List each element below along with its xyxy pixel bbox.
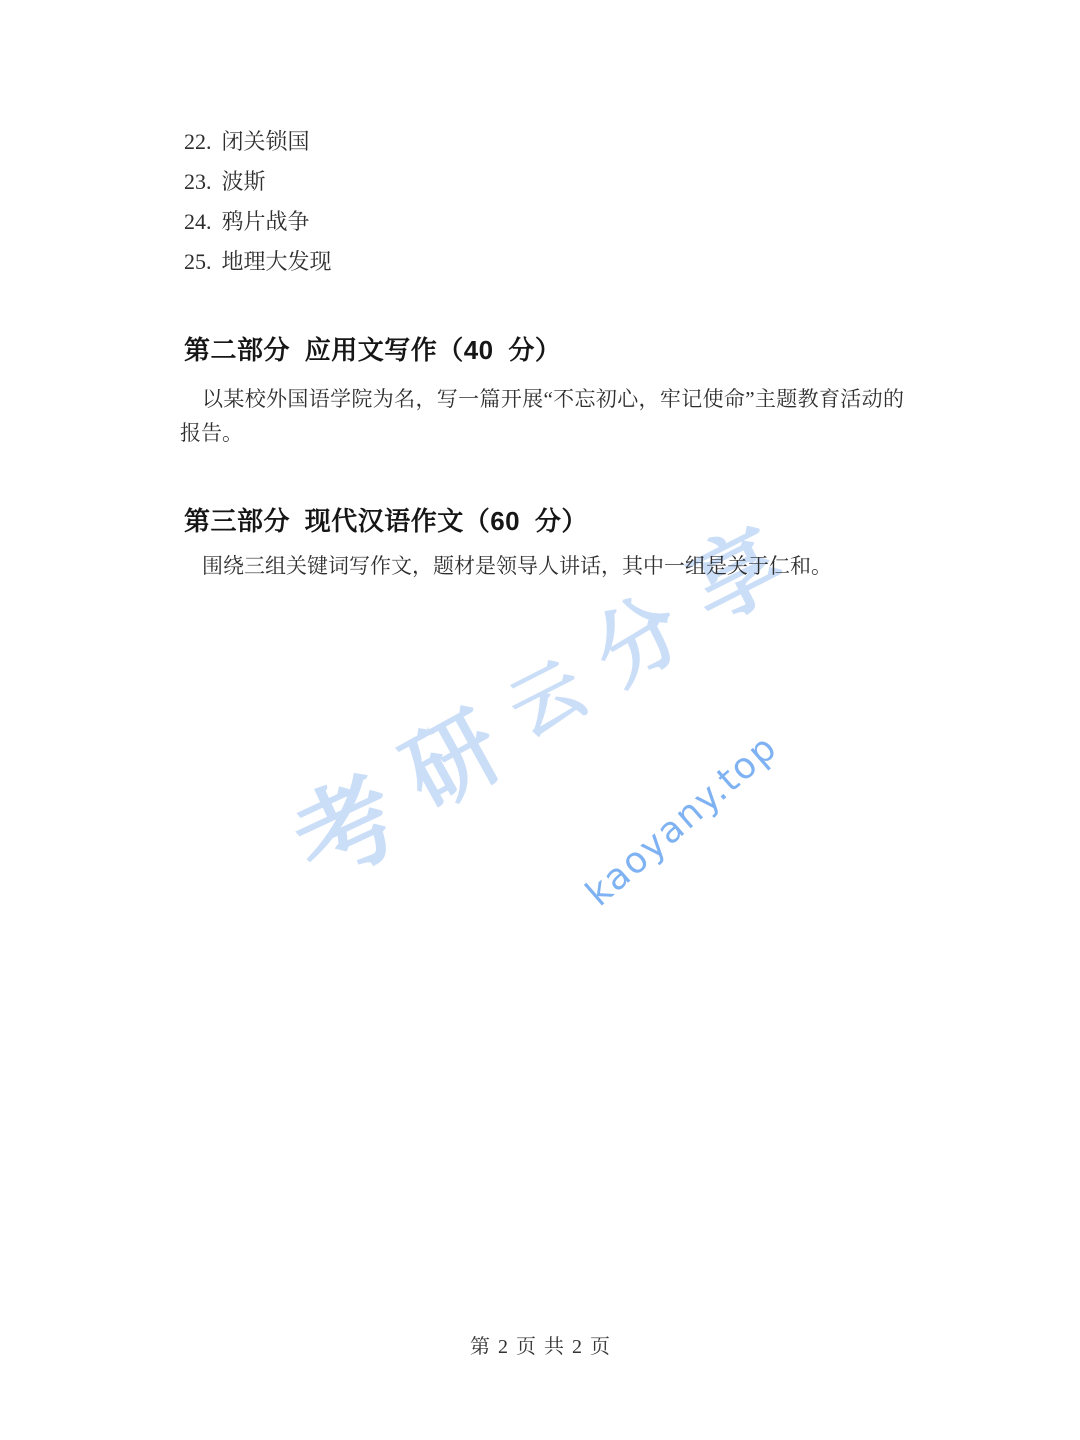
- term-number: 25.: [184, 249, 212, 274]
- list-item: [184, 162, 332, 202]
- term-label: 鸦片战争: [221, 209, 310, 234]
- list-item: [184, 202, 332, 242]
- term-list: [184, 122, 332, 282]
- section-2-body: 以某校外国语学院为名，写一篇开展“不忘初心，牢记使命”主题教育活动的报告。: [180, 387, 904, 445]
- watermark-site-url: kaoyany.top: [578, 726, 786, 915]
- section-3-body: 围绕三组关键词写作文，题材是领导人讲话，其中一组是关于仁和。: [202, 554, 832, 578]
- term-label: 地理大发现: [221, 249, 332, 274]
- section-3-heading: 第三部分 现代汉语作文（60 分）: [184, 506, 588, 536]
- term-number: 22.: [184, 129, 212, 154]
- term-number: 24.: [184, 209, 212, 234]
- term-label: 闭关锁国: [221, 129, 310, 154]
- watermark-char: 考: [278, 758, 417, 903]
- page-footer: [0, 1333, 1080, 1361]
- term-label: 波斯: [221, 169, 266, 194]
- page-number-label: 第 2 页 共 2 页: [470, 1336, 610, 1358]
- watermark-char: 研: [388, 694, 519, 829]
- watermark-char: 云: [497, 648, 598, 753]
- section-2-heading: 第二部分 应用文写作（40 分）: [184, 335, 562, 365]
- watermark-char: 分: [578, 579, 699, 703]
- list-item: [184, 242, 332, 282]
- watermark-char: 享: [674, 512, 800, 642]
- term-number: 23.: [184, 169, 212, 194]
- list-item: [184, 122, 332, 162]
